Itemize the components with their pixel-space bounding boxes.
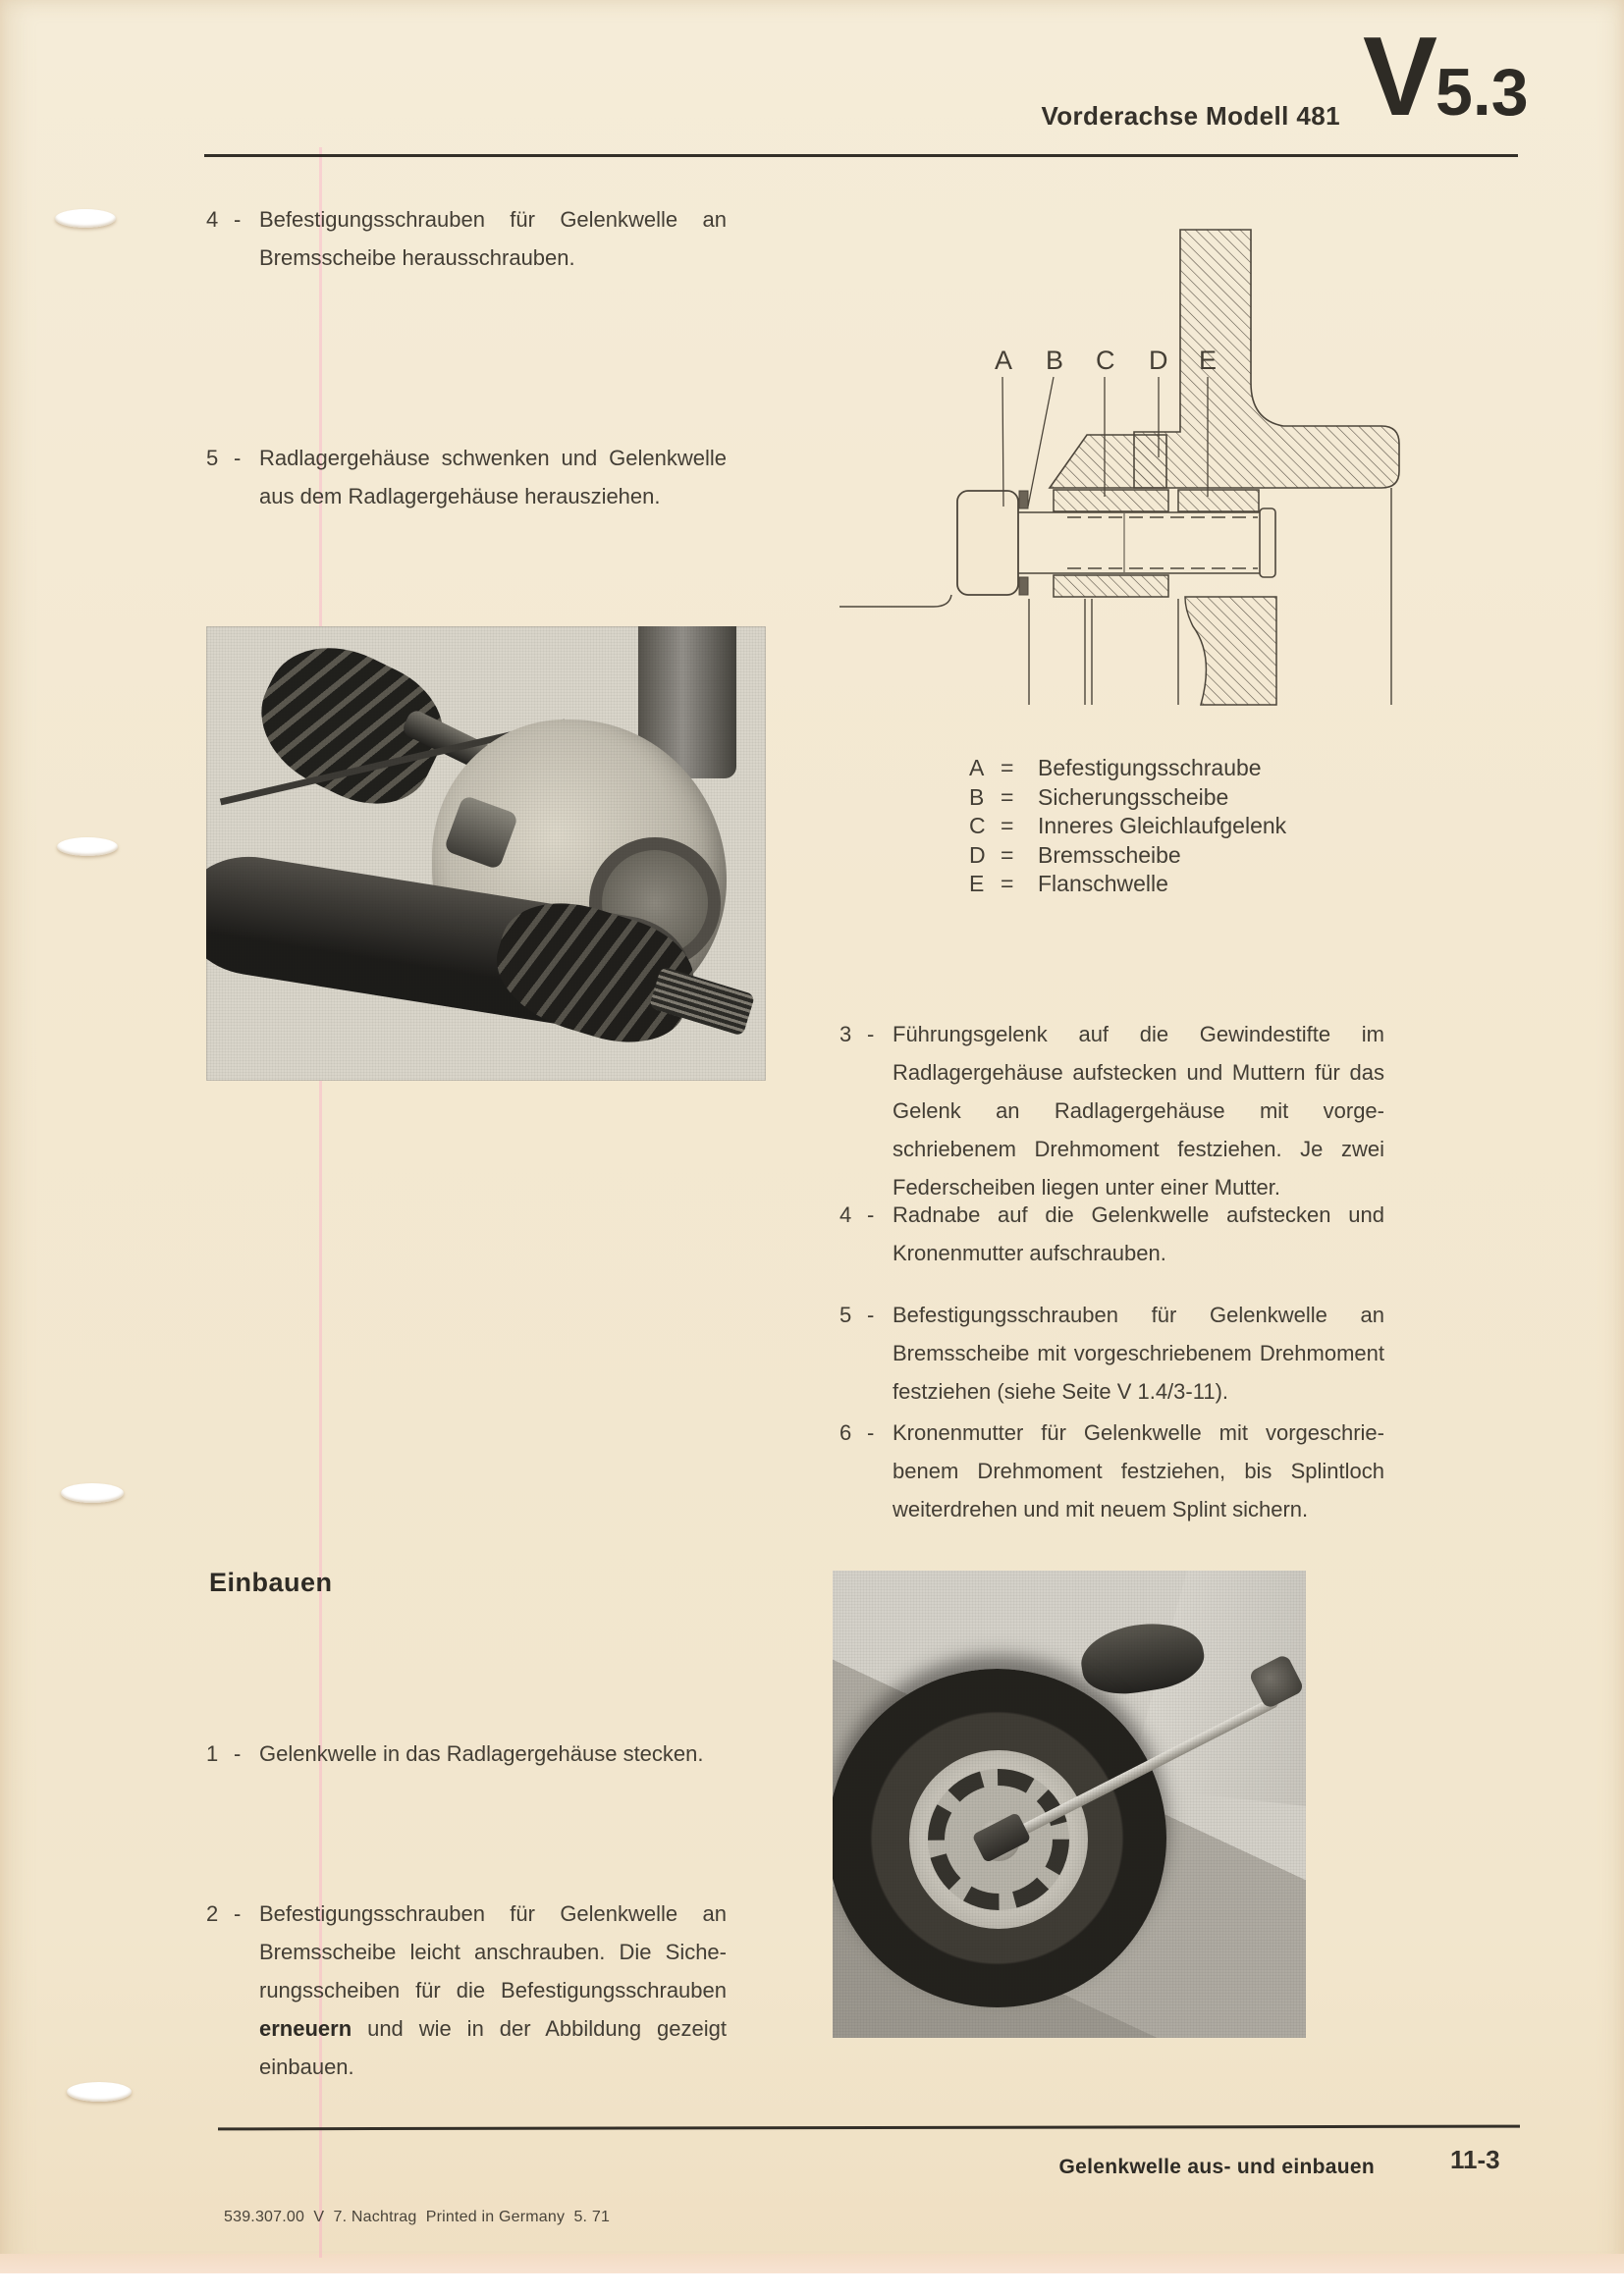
step-install-3 xyxy=(839,1015,1384,1206)
label-a: A xyxy=(995,346,1013,375)
section-mark xyxy=(1363,15,1529,139)
legend-equals: = xyxy=(1001,755,1014,780)
step-text-bold: erneuern xyxy=(259,2016,352,2041)
step-separator: - xyxy=(867,1303,875,1327)
step-number: 4 xyxy=(206,207,219,232)
legend-key: C xyxy=(969,813,986,838)
section-number: 5.3 xyxy=(1435,55,1529,130)
step-text: Gelenkwelle in das Radlagergehäuse stecken. xyxy=(259,1741,704,1766)
legend-key: B xyxy=(969,783,985,810)
legend-value: Sicherungsscheibe xyxy=(1038,783,1229,810)
punch-hole xyxy=(55,209,116,228)
hub-web-section xyxy=(1185,597,1276,705)
page-bottom-edge xyxy=(0,2254,1624,2273)
step-einbau-2 xyxy=(206,1895,727,2086)
label-c: C xyxy=(1096,346,1115,375)
step-text: Radlagergehäuse schwenken und Gelenkwelle aus dem Radlagergehäuse herausziehen. xyxy=(259,446,727,508)
legend-key: A xyxy=(969,755,985,780)
step-number: 2 xyxy=(206,1901,219,1926)
punch-hole xyxy=(57,837,118,856)
header-rule xyxy=(204,154,1518,157)
legend-item xyxy=(969,754,1286,783)
legend-item xyxy=(969,870,1286,899)
step-text: Befestigungsschrauben für Gelenkwelle an Bremsscheibe herausschrauben. xyxy=(259,207,727,270)
step-number: 4 xyxy=(839,1202,852,1227)
step-text xyxy=(259,1895,727,2086)
legend-item xyxy=(969,812,1286,841)
legend-value: Bremsscheibe xyxy=(1038,841,1181,868)
step-separator: - xyxy=(867,1022,875,1046)
photo-wheel-torque-wrench xyxy=(833,1571,1306,2038)
step-removal-4 xyxy=(206,200,727,277)
step-separator: - xyxy=(234,1901,242,1926)
footer-imprint: 539.307.00 V 7. Nachtrag Printed in Germany 5. 71 xyxy=(224,2209,611,2225)
diagram-legend xyxy=(969,754,1286,899)
step-number: 6 xyxy=(839,1420,852,1445)
step-separator: - xyxy=(867,1420,875,1445)
step-install-6 xyxy=(839,1414,1384,1528)
drawing-canvas xyxy=(839,196,1409,766)
step-number: 5 xyxy=(839,1303,852,1327)
lock-washer-lower xyxy=(1019,577,1028,595)
legend-value: Befestigungsschraube xyxy=(1038,755,1262,780)
disc-hub-section xyxy=(1050,435,1166,488)
cv-joint-upper-section xyxy=(1054,490,1168,511)
label-b: B xyxy=(1046,346,1064,375)
step-number: 5 xyxy=(206,446,219,470)
legend-equals: = xyxy=(1001,783,1014,810)
step-text: Befestigungsschrauben für Gelenkwelle an Bremsscheibe mit vorgeschriebenem Drehmoment festziehen (siehe Seite V 1.4/3-11). xyxy=(893,1303,1384,1404)
photo-axle-assembly xyxy=(206,626,766,1081)
flange-shaft-section xyxy=(1178,490,1259,511)
legend-key: D xyxy=(969,841,986,868)
punch-hole xyxy=(67,2082,132,2102)
bolt-shaft-outline xyxy=(1018,512,1262,573)
legend-item xyxy=(969,841,1286,871)
legend-item xyxy=(969,783,1286,813)
lock-washer-upper xyxy=(1019,491,1028,508)
step-text-before: Befestigungsschrauben für Gelenkwelle an Bremsscheibe leicht anschrauben. Die Sicherungsscheiben für die Befestigungsschrauben xyxy=(259,1901,727,2002)
step-install-4 xyxy=(839,1196,1384,1272)
housing-edge-line xyxy=(839,595,951,607)
legend-equals: = xyxy=(1001,813,1014,838)
section-drawing-gelenkwelle xyxy=(839,196,1409,766)
cv-joint-lower-section xyxy=(1054,575,1168,597)
step-separator: - xyxy=(234,446,242,470)
bolt-shaft-end xyxy=(1260,508,1275,577)
section-heading-einbauen: Einbauen xyxy=(209,1568,333,1597)
bolt-head xyxy=(957,491,1018,595)
footer-page-number: 11-3 xyxy=(1450,2145,1500,2174)
section-letter: V xyxy=(1363,15,1436,139)
punch-hole xyxy=(61,1483,124,1503)
legend-equals: = xyxy=(1001,841,1014,868)
brake-disc-section xyxy=(1134,230,1399,488)
step-separator: - xyxy=(234,207,242,232)
step-number: 1 xyxy=(206,1741,219,1766)
step-separator: - xyxy=(867,1202,875,1227)
step-text: Kronenmutter für Gelenkwelle mit vorgeschriebenem Drehmoment festziehen, bis Splintloch weiterdrehen und mit neuem Splint sichern. xyxy=(893,1420,1384,1522)
step-text: Führungsgelenk auf die Gewindestifte im Radlagergehäuse aufstecken und Muttern für das Gelenk an Radlagergehäuse mit vorgeschriebenem Drehmoment festziehen. Je zwei Federscheiben liegen unter einer Mutter. xyxy=(893,1022,1384,1200)
label-d: D xyxy=(1149,346,1168,375)
step-einbau-1 xyxy=(206,1735,756,1773)
legend-value: Flanschwelle xyxy=(1038,871,1168,896)
legend-key: E xyxy=(969,871,985,896)
step-number: 3 xyxy=(839,1022,852,1046)
step-text-after: und wie in der Abbildung gezeigt einbauen. xyxy=(259,2016,727,2079)
footer-chapter-title: Gelenkwelle aus- und einbauen xyxy=(1058,2156,1375,2178)
page-header-title: Vorderachse Modell 481 xyxy=(1041,101,1340,131)
step-install-5 xyxy=(839,1296,1384,1411)
step-separator: - xyxy=(234,1741,242,1766)
step-text: Radnabe auf die Gelenkwelle aufstecken und Kronenmutter aufschrauben. xyxy=(893,1202,1384,1265)
label-e: E xyxy=(1199,346,1218,375)
legend-value: Inneres Gleichlaufgelenk xyxy=(1038,813,1287,838)
step-removal-5 xyxy=(206,439,727,515)
legend-equals: = xyxy=(1001,871,1014,896)
